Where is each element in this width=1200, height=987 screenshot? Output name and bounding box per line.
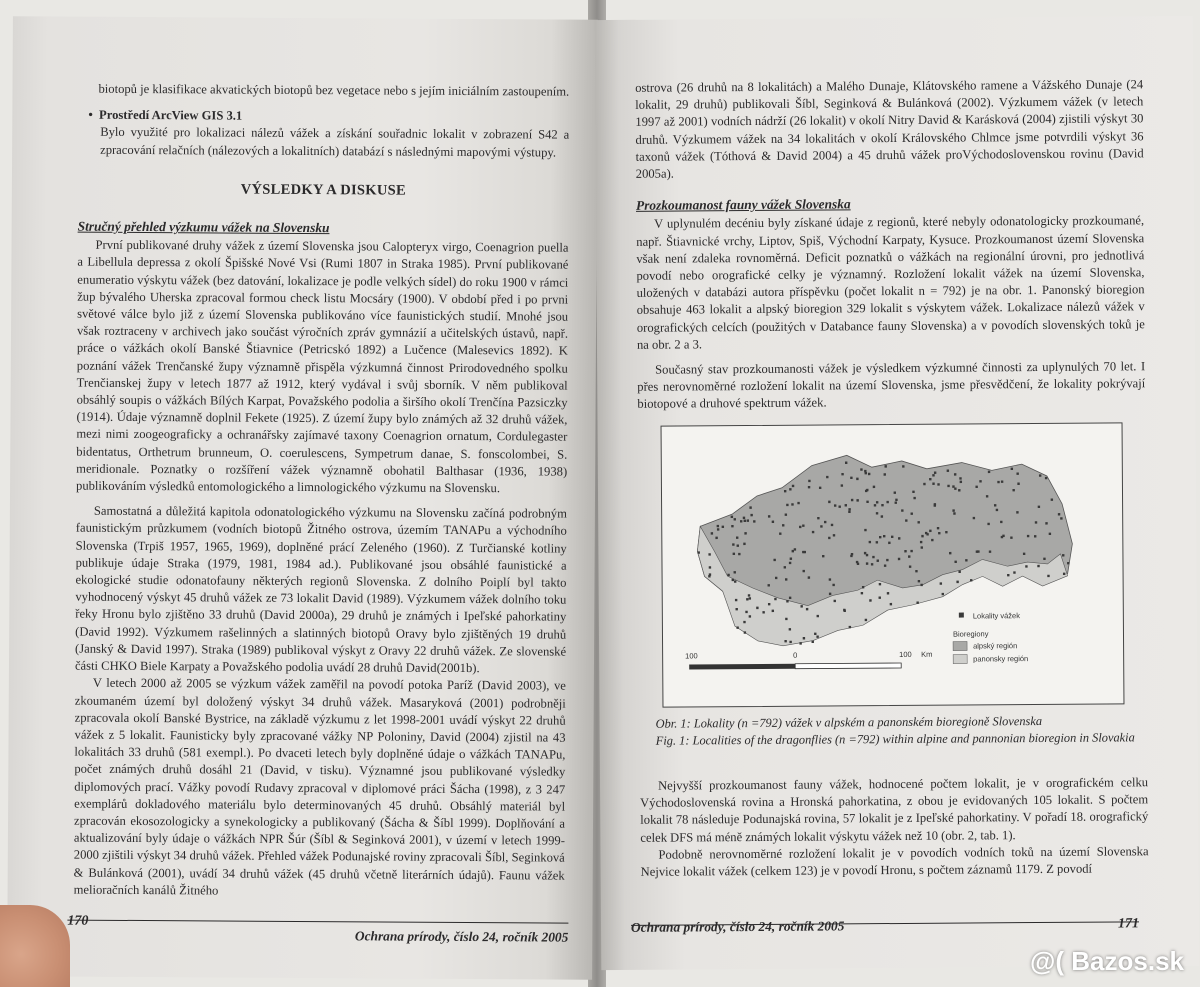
locality-point — [895, 498, 897, 500]
legend-title: Bioregiony — [952, 629, 989, 639]
locality-point — [866, 500, 868, 502]
locality-point — [789, 628, 791, 630]
locality-point — [929, 478, 931, 480]
locality-point — [1023, 552, 1025, 554]
locality-point — [1001, 536, 1003, 538]
locality-point — [965, 559, 967, 561]
locality-point — [731, 525, 733, 527]
locality-point — [1045, 477, 1047, 479]
locality-point — [898, 557, 900, 559]
legend-pannonian-swatch — [953, 654, 967, 663]
locality-point — [1034, 535, 1036, 537]
locality-point — [736, 626, 738, 628]
locality-point — [885, 465, 887, 467]
locality-point — [789, 640, 791, 642]
locality-point — [732, 543, 734, 545]
locality-point — [1027, 535, 1029, 537]
locality-point — [918, 580, 920, 582]
locality-point — [865, 489, 867, 491]
locality-point — [986, 495, 988, 497]
locality-point — [891, 535, 893, 537]
subsection-title: Stručný přehled výzkumu vážek na Slovensku — [77, 218, 330, 236]
locality-point — [772, 609, 774, 611]
locality-point — [865, 618, 867, 620]
page-number: 171 — [1117, 916, 1140, 932]
figure-caption-cz: Obr. 1: Lokality (n =792) vážek v alpském a panonském bioregioně Slovenska — [655, 713, 1043, 731]
locality-point — [744, 532, 746, 534]
locality-point — [762, 611, 764, 613]
locality-point — [749, 615, 751, 617]
locality-point — [954, 473, 956, 475]
locality-point — [733, 552, 735, 554]
locality-point — [958, 489, 960, 491]
locality-point — [740, 520, 742, 522]
locality-point — [996, 508, 998, 510]
locality-point — [879, 583, 881, 585]
locality-point — [779, 532, 781, 534]
locality-point — [838, 505, 840, 507]
locality-point — [848, 508, 850, 510]
locality-point — [1000, 520, 1002, 522]
locality-point — [913, 497, 915, 499]
locality-point — [872, 556, 874, 558]
locality-point — [1043, 557, 1045, 559]
locality-point — [782, 524, 784, 526]
locality-point — [917, 521, 919, 523]
locality-point — [743, 516, 745, 518]
locality-point — [876, 512, 878, 514]
locality-point — [841, 484, 843, 486]
locality-point — [886, 501, 888, 503]
locality-point — [916, 601, 918, 603]
locality-point — [988, 470, 990, 472]
locality-point — [848, 510, 850, 512]
locality-point — [822, 555, 824, 557]
locality-point — [785, 513, 787, 515]
locality-point — [904, 550, 906, 552]
locality-point — [901, 509, 903, 511]
locality-point — [876, 541, 878, 543]
locality-point — [743, 621, 745, 623]
locality-point — [828, 500, 830, 502]
subsection-title: Prozkoumanost fauny vážek Slovenska — [635, 196, 851, 214]
locality-point — [1060, 517, 1062, 519]
locality-point — [799, 642, 801, 644]
locality-point — [709, 566, 711, 568]
bullet-heading: • Prostředí ArcView GIS 3.1 — [88, 107, 243, 123]
locality-point — [881, 504, 883, 506]
scale-bar-black — [689, 663, 795, 669]
locality-point — [845, 504, 847, 506]
locality-point — [834, 504, 836, 506]
locality-point — [785, 617, 787, 619]
locality-point — [949, 552, 951, 554]
locality-point — [794, 548, 796, 550]
locality-point — [1049, 532, 1051, 534]
locality-point — [803, 570, 805, 572]
locality-point — [784, 566, 786, 568]
locality-point — [866, 562, 868, 564]
locality-point — [774, 597, 776, 599]
watermark: @( Bazos.sk — [1030, 946, 1184, 976]
locality-point — [862, 586, 864, 588]
locality-point — [932, 482, 934, 484]
locality-point — [920, 540, 922, 542]
locality-point — [772, 520, 774, 522]
locality-point — [1001, 480, 1003, 482]
locality-point — [915, 570, 917, 572]
locality-point — [708, 553, 710, 555]
locality-point — [923, 482, 925, 484]
paragraph: Současný stav prozkoumanosti vážek je výsledkem výzkumné činnosti za uplynulých 70 let. I přes nerovnoměrné rozložení lokalit na území Slovenska, jsme přesvědčení, že lokality pokrývají biotopové a druhové spektrum vážek. — [637, 359, 1146, 412]
right-page — [595, 16, 1200, 970]
locality-point — [790, 557, 792, 559]
locality-point — [865, 472, 867, 474]
locality-point — [1067, 562, 1069, 564]
locality-point — [894, 491, 896, 493]
locality-point — [817, 615, 819, 617]
paragraph: Podobně nerovnoměrné rozložení lokalit je v povodích vodních toků na území Slovenska Nejvice lokalit vážek (celkem 123) je v povodí Hronu, s počtem záznamů 1179. Z povodí — [640, 844, 1149, 879]
locality-point — [845, 461, 847, 463]
locality-point — [856, 561, 858, 563]
locality-point — [828, 536, 830, 538]
left-page — [7, 16, 598, 980]
locality-point — [970, 579, 972, 581]
locality-point — [956, 580, 958, 582]
locality-point — [717, 524, 719, 526]
locality-point — [1038, 505, 1040, 507]
locality-point — [947, 484, 949, 486]
locality-point — [947, 469, 949, 471]
locality-point — [953, 512, 955, 514]
locality-point — [958, 570, 960, 572]
locality-point — [979, 480, 981, 482]
locality-point — [802, 524, 804, 526]
locality-point — [876, 501, 878, 503]
paragraph: První publikované druhy vážek z území Slovenska jsou Calopteryx virgo, Coenagrion puella a Libellula depressa z okolí Špišské Nové Vsi (Rumi 1807 in Straka 1985). První publikované enumeratio výskytu vážek (bez datování, lokalizace je podle velkých sídel) do roku 1900 v rámci žup bývalého Uherska zpracoval formou check listu Mocsáry (1900). V období před i po prvni světové válce bylo již z území Slovenska publikováno více faunistických studií. Mnohé jsou však roztraceny v archivech jako součást výročních zpráv gymnázií a učitelských ústavů, např. práce o vážkách okolí Banské Štiavnice (Petricskó 1892) a Lučence (Malesevics 1892). K poznání vážek Trenčanské župy významně přispěla výzkumná činnost Prirodovedného spolku Trenčianskej župy v letech 1877 až 1912, který vydával i svůj sborník. V něm publikoval obsáhlý soupis o vážkách Bílých Karpat, Považského podolia a širšího okolí Trenčína Pazsiczky (1914). Údaje významně doplnil Fekete (1925). Z území župy bylo známých až 32 druhů vážek, mezi nimi zoogeograficky a ochranářsky zajímavé taxony Coenagrion ornatum, Cordulegaster bidentatus, Orthetrum brunneum, O. coerulescens, Sympetrum danae, S. fonscolombei, S. meridionale. Poznatky o rozšíření vážek významně obohatil Balthasar (1936, 1938) publikováním výsledků entomologického a limnologického výzkumu na Slovensku. — [76, 237, 569, 496]
page-footer — [67, 911, 568, 945]
bullet-item — [78, 107, 569, 162]
locality-point — [812, 640, 814, 642]
locality-point — [786, 503, 788, 505]
locality-point — [888, 541, 890, 543]
locality-point — [824, 521, 826, 523]
locality-point — [808, 576, 810, 578]
locality-point — [784, 490, 786, 492]
locality-point — [820, 525, 822, 527]
locality-point — [768, 515, 770, 517]
locality-point — [731, 515, 733, 517]
locality-point — [932, 474, 934, 476]
legend-pannonian-label: panonsky región — [973, 653, 1029, 664]
locality-point — [921, 535, 923, 537]
locality-point — [937, 483, 939, 485]
locality-point — [749, 597, 751, 599]
locality-point — [856, 499, 858, 501]
locality-point — [708, 575, 710, 577]
locality-point — [744, 631, 746, 633]
locality-point — [1045, 522, 1047, 524]
locality-point — [929, 529, 931, 531]
locality-point — [789, 561, 791, 563]
locality-point — [775, 576, 777, 578]
locality-point — [746, 598, 748, 600]
paragraph: ostrova (26 druhů na 8 lokalitách) a Malého Dunaje, Klátovského ramene a Vážského Dunaje (24 lokalit, 29 druhů) publikovali Šíbl, Seginková & Bulánková (2002). Výzkumem vážek (v letech 1997 až 2001) vodních nádrží (26 lokalit) v okolí Nitry David & Karásková (2004) zjistili výskyt 30 druhů. Výzkumem vážek na 34 lokalitách v okolí Královského Chlmce jsme potvrdili výskyt 36 taxonů vážek (Tóthová & David 2004) a 45 druhů vážek proVýchodoslovenskou rovinu (David 2005a). — [635, 77, 1144, 181]
locality-point — [1047, 574, 1049, 576]
locality-point — [1063, 572, 1065, 574]
legend-point-swatch — [959, 612, 964, 617]
locality-point — [850, 476, 852, 478]
scale-label: Km — [921, 649, 933, 659]
locality-point — [736, 536, 738, 538]
thumb — [0, 905, 70, 987]
locality-point — [1017, 482, 1019, 484]
locality-point — [802, 551, 804, 553]
locality-point — [773, 558, 775, 560]
locality-point — [877, 559, 879, 561]
locality-point — [884, 473, 886, 475]
locality-point — [715, 536, 717, 538]
locality-point — [745, 610, 747, 612]
locality-point — [942, 593, 944, 595]
locality-point — [1039, 474, 1041, 476]
scale-label: 100 — [685, 651, 698, 661]
locality-point — [887, 592, 889, 594]
locality-point — [1037, 564, 1039, 566]
locality-point — [883, 535, 885, 537]
locality-point — [1016, 511, 1018, 513]
locality-point — [868, 472, 870, 474]
locality-point — [803, 637, 805, 639]
locality-point — [1062, 554, 1064, 556]
locality-point — [722, 525, 724, 527]
locality-point — [921, 546, 923, 548]
locality-point — [1016, 472, 1018, 474]
locality-point — [817, 517, 819, 519]
locality-point — [856, 477, 858, 479]
locality-point — [768, 603, 770, 605]
locality-point — [871, 563, 873, 565]
locality-point — [826, 476, 828, 478]
locality-point — [789, 488, 791, 490]
locality-point — [997, 481, 999, 483]
locality-point — [738, 553, 740, 555]
locality-point — [819, 486, 821, 488]
locality-point — [879, 596, 881, 598]
locality-point — [792, 550, 794, 552]
page-number: 170 — [67, 913, 89, 929]
bullet-text: Bylo využité pro lokalizaci nálezů vážek a získání souřadnic lokalit v zobrazení S42 a zpracování relačních (nálezových a lokalitních) databází s následnými mapovými výstupy. — [100, 125, 570, 160]
locality-point — [743, 542, 745, 544]
locality-point — [732, 578, 734, 580]
locality-point — [834, 599, 836, 601]
locality-point — [806, 608, 808, 610]
locality-point — [940, 582, 942, 584]
locality-point — [886, 559, 888, 561]
locality-point — [902, 465, 904, 467]
locality-point — [789, 596, 791, 598]
locality-point — [987, 522, 989, 524]
locality-point — [952, 509, 954, 511]
locality-point — [879, 536, 881, 538]
locality-point — [749, 506, 751, 508]
locality-point — [861, 592, 863, 594]
locality-point — [989, 550, 991, 552]
paragraph: V uplynulém decéniu byly získané údaje z regionů, které nebyly odonatologicky prozkoumané, např. Štiavnické vrchy, Liptov, Spiš, Východní Karpaty, Kysuce. Prozkoumanost území Slovenska však není zdaleka rovnoměrná. Deficit poznatků o vážkách na regionální úrovni, pro jednotlivá povodí nebo orografické celky je významný. Rozložení lokalit vážek na území Slovenska, uložených v databázi autora příspěvku (počet lokalit n = 792) je na obr. 1. Panonský bioregion obsahuje 463 lokalit a alpský bioregion 329 lokalit s výskytem vážek. Lokalizace nálezů vážek v orografických celcích (použitých v Databance fauny Slovenska) a v povodích slovenských toků je na obr. 2 a 3. — [636, 213, 1145, 352]
locality-point — [937, 527, 939, 529]
locality-point — [734, 571, 736, 573]
locality-point — [975, 485, 977, 487]
legend-alpine-swatch — [953, 641, 967, 650]
locality-point — [727, 573, 729, 575]
locality-point — [748, 594, 750, 596]
locality-point — [973, 517, 975, 519]
locality-point — [698, 551, 700, 553]
locality-point — [869, 599, 871, 601]
locality-point — [938, 532, 940, 534]
locality-point — [1051, 498, 1053, 500]
locality-point — [874, 504, 876, 506]
locality-point — [808, 479, 810, 481]
locality-point — [952, 485, 954, 487]
locality-point — [851, 553, 853, 555]
locality-point — [799, 525, 801, 527]
locality-point — [785, 578, 787, 580]
scale-label: 0 — [793, 650, 798, 660]
locality-point — [890, 603, 892, 605]
locality-point — [908, 555, 910, 557]
locality-point — [954, 487, 956, 489]
locality-point — [954, 560, 956, 562]
journal-title: Ochrana prírody, číslo 24, ročník 2005 — [354, 928, 569, 945]
paragraph: V letech 2000 až 2005 se výzkum vážek zaměřil na povodí potoka Paríž (David 2003), ve zkoumaném území byl doložený výskyt 34 druhů vážek. Masaryková (2001) podrobněji zpracovala okolí Banské Bystrice, na základě výzkumu z let 1998-2001 uvádí výskyt 22 druhů vážek z 5 lokalit. Faunisticky byly zpracované vážky NP Poloniny, David (2004) zjistil na 43 lokalitách 33 druhů (581 exempl.). Po dvaceti letech byly doplněné údaje o vážkách TANAPu, počet známých druhů dosáhl 21 (David, v tisku). Významné jsou publikované výsledky diplomových prací. Vážky povodí Rudavy zpracoval v diplomové práci Šácha (1998), z 3 247 exemplárů dokladového materiálu bylo determinovaných 45 druhů. Obsáhlý materiál byl zpracován ekosozologicky a synekologicky a publikovaný (Šácha & Šíbl 1999). Doplňování a aktualizování byly údaje o vážkách NPR Šúr (Šíbl & Seginková 2001), v území v letech 1999-2000 zjištili výskyt 34 druhů vážek. Přehled vážek Podunajské roviny zpracovali Šíbl, Seginková & Bulánková (2001), uvádí 34 druhů vážek (45 druhů včetně literárních údajů). Faunu vážek melioračních kanálů Žitného — [73, 676, 566, 898]
legend-points-label: Lokality vážek — [972, 610, 1020, 621]
locality-point — [864, 552, 866, 554]
locality-point — [934, 504, 936, 506]
locality-point — [912, 490, 914, 492]
locality-point — [881, 515, 883, 517]
locality-point — [1025, 565, 1027, 567]
locality-point — [1007, 574, 1009, 576]
locality-point — [1012, 489, 1014, 491]
page-footer — [631, 915, 1139, 936]
locality-point — [753, 520, 755, 522]
locality-point — [829, 592, 831, 594]
slovakia-map — [662, 423, 1124, 706]
locality-point — [1011, 467, 1013, 469]
locality-point — [860, 468, 862, 470]
locality-point — [925, 532, 927, 534]
locality-point — [910, 550, 912, 552]
locality-point — [851, 498, 853, 500]
locality-point — [737, 544, 739, 546]
locality-point — [750, 514, 752, 516]
locality-point — [873, 485, 875, 487]
locality-point — [735, 598, 737, 600]
locality-point — [786, 600, 788, 602]
paragraph: Samostatná a důležitá kapitola odonatologického výzkumu na Slovensku začíná podrobným faunistickým průzkumem (vodních biotopů Žitného ostrova, územím TANAPu a východního Slovenska (Trpiš 1957, 1965, 1969), doplněné prácí Zeleného (1960). Z Turčianské kotliny publikuje údaje Straka (1979, 1981, 1984 ad.). Publikované jsou obsáhlé faunistické a ekologické studie odonatofauny některých regionů Slovenska. Z dolního Poiplí byl takto vyhodnocený výskyt 45 druhů vážek ze 73 lokalit David (1989). Výzkumem vážek dolního toku řeky Hronu bylo zjištěno 33 druhů (David 2000a), 29 druhů je známých i Ipeľské pahorkatiny (David 1992). Výzkumem rašelinných a slatinných biotopů Oravy bylo zjištěných 19 druhů (Janský & David 1997). Straka (1989) publikoval výskyt z Oravy 22 druhů vážek. Ze slovenské části CHKO Biele Karpaty a Považského podolia uvádí 28 druhů David(2001b). — [74, 503, 567, 676]
locality-point — [960, 480, 962, 482]
locality-point — [812, 531, 814, 533]
locality-point — [735, 608, 737, 610]
locality-point — [841, 473, 843, 475]
locality-point — [734, 580, 736, 582]
locality-point — [869, 541, 871, 543]
scale-bar-white — [795, 663, 901, 669]
locality-point — [792, 484, 794, 486]
locality-point — [911, 512, 913, 514]
locality-point — [1010, 536, 1012, 538]
legend-alpine-label: alpský región — [973, 640, 1018, 651]
locality-point — [945, 531, 947, 533]
locality-point — [756, 606, 758, 608]
locality-point — [843, 608, 845, 610]
locality-point — [717, 528, 719, 530]
locality-point — [833, 534, 835, 536]
journal-title: Ochrana prírody, číslo 24, ročník 2005 — [630, 918, 845, 935]
locality-point — [884, 564, 886, 566]
locality-point — [909, 565, 911, 567]
locality-point — [791, 503, 793, 505]
locality-point — [1013, 571, 1015, 573]
locality-point — [920, 583, 922, 585]
locality-point — [931, 539, 933, 541]
locality-point — [895, 501, 897, 503]
locality-point — [864, 528, 866, 530]
locality-point — [711, 532, 713, 534]
locality-point — [959, 477, 961, 479]
locality-point — [829, 578, 831, 580]
locality-point — [1058, 513, 1060, 515]
locality-point — [905, 519, 907, 521]
locality-point — [814, 632, 816, 634]
locality-point — [800, 605, 802, 607]
locality-point — [747, 519, 749, 521]
locality-point — [808, 486, 810, 488]
locality-point — [797, 502, 799, 504]
locality-point — [734, 518, 736, 520]
locality-point — [934, 471, 936, 473]
locality-point — [977, 550, 979, 552]
scale-label: 100 — [899, 649, 912, 659]
section-title: VÝSLEDKY A DISKUSE — [240, 181, 407, 199]
locality-point — [744, 519, 746, 521]
locality-point — [864, 470, 866, 472]
map-figure — [661, 422, 1125, 707]
locality-point — [831, 523, 833, 525]
locality-point — [816, 635, 818, 637]
locality-point — [1035, 521, 1037, 523]
locality-point — [768, 584, 770, 586]
figure-caption-en: Fig. 1: Localities of the dragonflies (n =792) within alpine and pannonian bioregion in Slovakia — [655, 730, 1135, 748]
locality-point — [849, 625, 851, 627]
paragraph: Nejvyšší prozkoumanost fauny vážek, hodnocené počtem lokalit, je v orografickém celku Východoslovenská rovina a Hronská pahorkatina, z obou je evidovaných 105 lokalit. S počtem lokalit 78 následuje Podunajská rovina, 57 lokalit je z Ipeľské pahorkatiny. V pořadí 18. orografický celek DFS má méně známých lokalit výskytu vážek než 10 (obr. 2, tab. 1). — [640, 775, 1149, 845]
locality-point — [832, 583, 834, 585]
locality-point — [784, 640, 786, 642]
paragraph: biotopů je klasifikace akvatických biotopů bez vegetace nebo s jejím iniciálním zastoupením. — [98, 81, 570, 99]
locality-point — [994, 504, 996, 506]
locality-point — [898, 537, 900, 539]
